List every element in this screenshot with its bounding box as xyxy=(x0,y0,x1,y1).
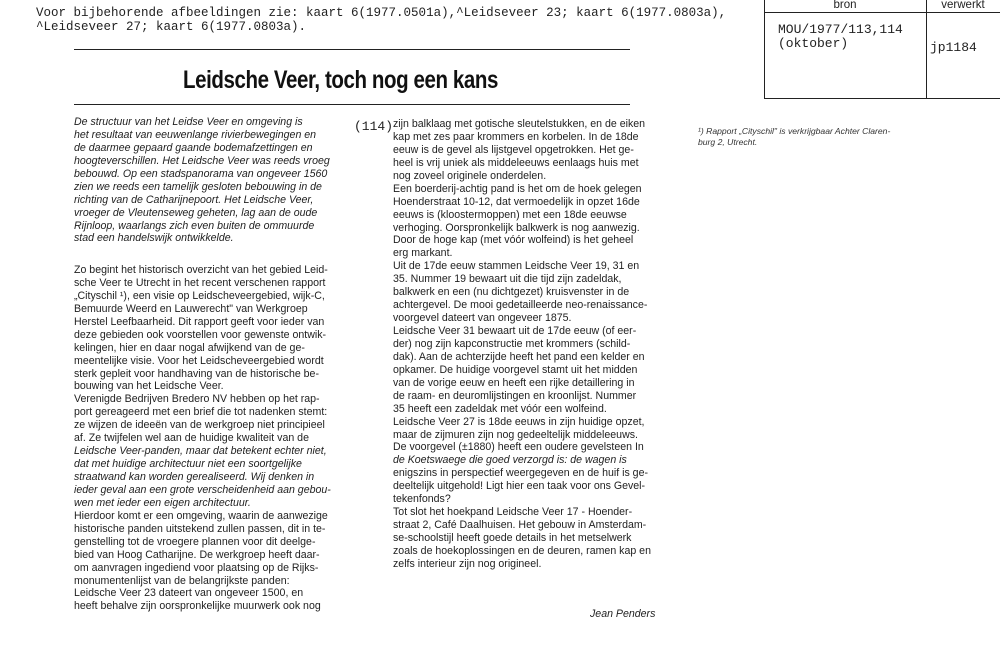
body-line: om aanvragen ingediend voor plaatsing op de Rijks- xyxy=(74,561,319,574)
body-line: dat met huidige architectuur niet een soortgelijke xyxy=(74,458,302,471)
body-line: genstelling tot de vroegere plannen voor dit deelge- xyxy=(74,535,316,548)
body-line: straat 2, Café Daalhuisen. Het gebouw in Amsterdam- xyxy=(393,519,647,532)
body-line: Leidsche Veer 31 bewaart uit de 17de eeuw (of eer- xyxy=(393,325,637,337)
body-line: „Cityschil ¹), een visie op Leidscheveergebied, wijk-C, xyxy=(74,289,325,302)
verwerkt-value: jp1184 xyxy=(930,40,977,55)
body-line: Door de hoge kap (met vóór wolfeind) is het geheel xyxy=(393,234,634,247)
footnote-line-1: ¹) Rapport „Cityschil" is verkrijgbaar Achter Claren- xyxy=(698,126,891,136)
body-line: 35. Nummer 19 bewaart uit die tijd zijn zadeldak, xyxy=(393,273,622,286)
body-line: 35 heeft een zadeldak met vóór een wolfeind. xyxy=(393,402,607,415)
intro-paragraph xyxy=(74,116,330,245)
body-line: sche Veer te Utrecht in het recent verschenen rapport xyxy=(74,276,326,289)
body-line: balkwerk en een (nu dichtgezet) kruisvenster in de xyxy=(393,286,630,299)
body-line: Een boerderij-achtig pand is het om de hoek gelegen xyxy=(393,182,642,195)
body-line: der) nog zijn kapconstructie met krommers (schild- xyxy=(393,337,631,350)
body-line: Hierdoor komt er een omgeving, waarin de aanwezige xyxy=(74,509,328,522)
body-line: de raam- en deuromlijstingen en kroonlijst. Nummer xyxy=(393,389,637,402)
body-line: kap met zes paar krommers en korbelen. In de 18de xyxy=(393,130,639,143)
body-line: tekenfonds? xyxy=(393,493,451,506)
body-line: ieder geval aan een grote verscheidenheid aan gebou- xyxy=(74,483,331,496)
body-line: Uit de 17de eeuw stammen Leidsche Veer 19, 31 en xyxy=(393,260,640,273)
body-line: Leidsche Veer 23 dateert van ongeveer 1500, en xyxy=(74,587,304,600)
body-line: kelingen, hier en daar nogal afwijkend van de ge- xyxy=(74,341,305,354)
body-line: Leidsche Veer-panden, maar dat betekent echter niet, xyxy=(74,445,327,458)
intro-line: stad een handelswijk ontwikkelde. xyxy=(74,232,234,245)
verwerkt-column-header: verwerkt xyxy=(941,0,985,11)
body-line: opkamer. De huidige voorgevel stamt uit het midden xyxy=(393,363,638,376)
header-note-line-1: Voor bijbehorende afbeeldingen zie: kaart 6(1977.0501a),^Leidseveer 23; kaart 6(1977.0803a), xyxy=(36,6,727,20)
body-line: achtergevel. De mooi gedetailleerde neo-renaissance- xyxy=(393,299,648,312)
intro-line: hoogteverschillen. Het Leidsche Veer was reeds vroeg xyxy=(74,154,330,167)
body-line: de Koetswaege die goed verzorgd is: de wagen is xyxy=(393,454,627,467)
footnote-line-2: burg 2, Utrecht. xyxy=(698,136,758,147)
body-line: eeuws is (kloostermoppen) met een 18de eeuwse xyxy=(393,208,627,221)
body-line: zijn balklaag met gotische sleutelstukken, en de eiken xyxy=(393,118,646,130)
intro-line: De structuur van het Leidse Veer en omgeving is xyxy=(74,116,303,128)
intro-line: het resultaat van eeuwenlange rivierbewegingen en xyxy=(74,128,317,141)
intro-line: zien we reeds een tamelijk gesloten bebouwing in de xyxy=(74,180,322,193)
title-rule-top xyxy=(74,49,630,50)
column-2-body xyxy=(393,118,651,571)
body-line: port gereageerd met een brief die tot nadenken stemt: xyxy=(74,406,328,419)
body-line: maar de zijmuren zijn nog gedeeltelijk middeleeuws. xyxy=(393,428,638,441)
page-marker: (114) xyxy=(354,119,394,134)
body-line: heeft behalve zijn oorspronkelijke muurwerk ook nog xyxy=(74,600,321,613)
body-line: historische panden uitstekend zullen passen, dit in te- xyxy=(74,522,326,535)
intro-line: vroeger de Vleutenseweg geheten, lag aan de oude xyxy=(74,206,318,219)
bron-value-line-2: (oktober) xyxy=(778,36,849,51)
footnote xyxy=(698,126,890,147)
body-line: af. Ze twijfelen wel aan de huidige kwaliteit van de xyxy=(74,432,309,445)
body-line: enigszins in perspectief weergegeven en de huif is ge- xyxy=(393,467,648,480)
intro-line: richting van de Catharijnepoort. Het Leidsche Veer, xyxy=(74,193,314,206)
body-line: wen met ieder een eigen architectuur. xyxy=(74,496,251,509)
body-line: deze gebieden ook voorstellen voor gewenste ontwik- xyxy=(74,328,327,341)
intro-line: de daarmee gepaard gaande bodemafzettingen en xyxy=(74,141,313,154)
body-line: ze wijzen de ideeën van de werkgroep niet principieel xyxy=(74,419,325,432)
body-line: De voorgevel (±1880) heeft een oudere gevelsteen In xyxy=(393,441,644,454)
body-line: zoals de hoekoplossingen en de deuren, ramen kap en xyxy=(393,544,651,557)
body-line: Leidsche Veer 27 is 18de eeuws in zijn huidige opzet, xyxy=(393,415,645,428)
title-rule-bottom xyxy=(74,104,630,105)
body-line: nog zoveel originele onderdelen. xyxy=(393,169,547,182)
header-note-line-2: ^Leidseveer 27; kaart 6(1977.0803a). xyxy=(36,20,307,34)
intro-line: bebouwd. Op een stadspanorama van ongeveer 1560 xyxy=(74,167,328,180)
body-line: Tot slot het hoekpand Leidsche Veer 17 - Hoender- xyxy=(393,506,633,519)
body-line: heel is vrij uniek als middeleeuws eenlaags huis met xyxy=(393,156,639,169)
body-line: erg markant. xyxy=(393,247,453,260)
body-line: Hoenderstraat 10-12, dat vermoedelijk in opzet 16de xyxy=(393,195,640,208)
author-signature: Jean Penders xyxy=(590,608,656,620)
intro-line: Rijnloop, waarlangs zich even buiten de ommuurde xyxy=(74,219,315,232)
body-line: verhoging. Oorspronkelijk balkwerk is nog aanwezig. xyxy=(393,221,640,234)
body-line: dak). Aan de achterzijde heeft het pand een kelder en xyxy=(393,350,645,363)
body-line: Herstel Leefbaarheid. Dit rapport geeft voor ieder van xyxy=(74,315,325,328)
body-line: sterk gepleit voor handhaving van de historische be- xyxy=(74,367,319,380)
body-line: zelfs interieur zijn nog origineel. xyxy=(393,557,542,570)
body-line: se-schoolstijl heeft goede details in het metselwerk xyxy=(393,532,632,544)
body-line: meentelijke visie. Voor het Leidscheveergebied wordt xyxy=(74,354,324,367)
bron-value-line-1: MOU/1977/113,114 xyxy=(778,22,903,37)
body-line: monumentenlijst van de belangrijkste panden: xyxy=(74,574,290,587)
column-1-body xyxy=(74,264,331,613)
body-line: bied van Hoog Catharijne. De werkgroep heeft daar- xyxy=(74,548,320,561)
body-line: voorgevel dateert van ongeveer 1875. xyxy=(393,312,572,325)
body-line: Verenigde Bedrijven Bredero NV hebben op het rap- xyxy=(74,393,320,406)
article-title: Leidsche Veer, toch nog een kans xyxy=(183,66,499,94)
bron-column-header: bron xyxy=(833,0,857,11)
body-line: Zo begint het historisch overzicht van het gebied Leid- xyxy=(74,264,328,276)
body-line: straatwand kan worden gerealiseerd. Wij denken in xyxy=(74,471,315,483)
body-line: Bemuurde Weerd en Lauwerecht" van Werkgroep xyxy=(74,302,308,315)
body-line: van de vorige eeuw en heeft een rijke detaillering in xyxy=(393,376,635,389)
body-line: deeltelijk uitgehold! Ligt hier een taak voor ons Gevel- xyxy=(393,480,646,493)
body-line: eeuw is de gevel als lijstgevel opgetrokken. Het ge- xyxy=(393,143,634,156)
body-line: bouwing van het Leidsche Veer. xyxy=(74,380,224,393)
